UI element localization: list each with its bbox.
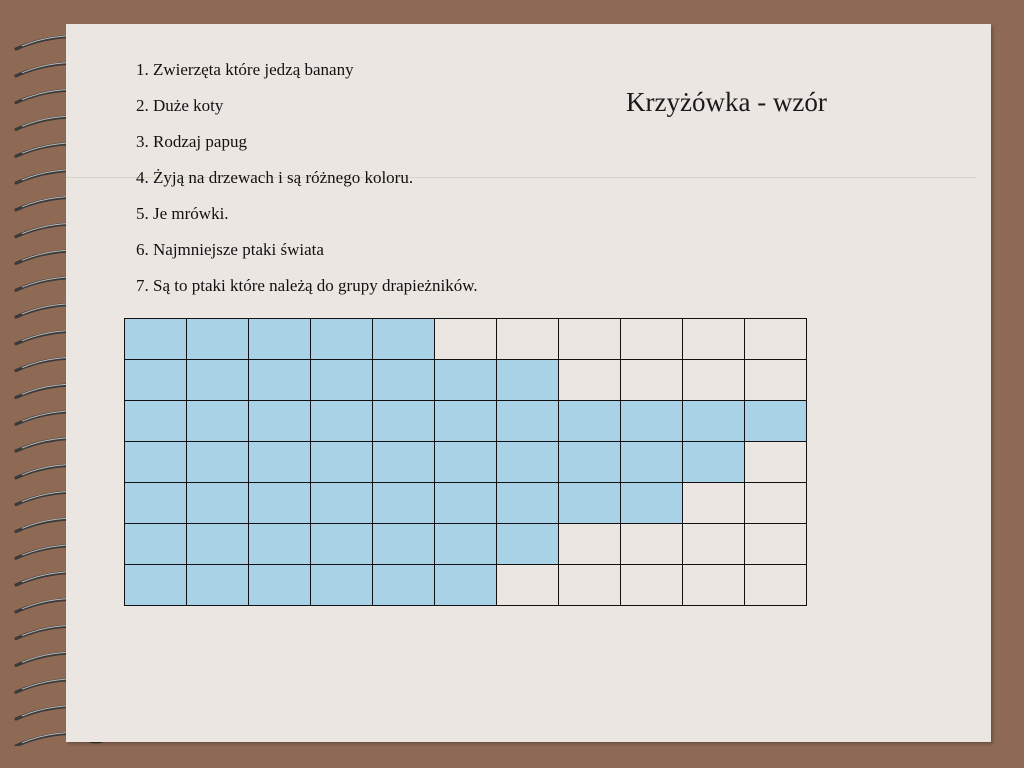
crossword-cell-empty	[435, 319, 497, 360]
crossword-cell-answer	[497, 442, 559, 483]
crossword-cell-empty	[497, 565, 559, 606]
crossword-cell-answer	[311, 442, 373, 483]
crossword-cell-answer	[125, 565, 187, 606]
crossword-cell-empty	[683, 319, 745, 360]
crossword-cell-answer	[125, 319, 187, 360]
crossword-cell-answer	[249, 442, 311, 483]
crossword-row-3	[125, 401, 807, 442]
crossword-cell-answer	[559, 442, 621, 483]
crossword-cell-empty	[559, 565, 621, 606]
crossword-cell-empty	[621, 524, 683, 565]
clue-3: 3. Rodzaj papug	[136, 132, 247, 151]
crossword-cell-answer	[249, 565, 311, 606]
crossword-cell-answer	[125, 360, 187, 401]
crossword-cell-answer	[435, 442, 497, 483]
crossword-cell-answer	[249, 401, 311, 442]
crossword-cell-answer	[373, 442, 435, 483]
crossword-cell-answer	[125, 401, 187, 442]
crossword-cell-answer	[373, 401, 435, 442]
crossword-cell-empty	[559, 319, 621, 360]
crossword-cell-answer	[435, 360, 497, 401]
crossword-cell-answer	[187, 565, 249, 606]
crossword-cell-answer	[249, 483, 311, 524]
clue-2: 2. Duże koty	[136, 96, 224, 115]
crossword-row-7	[125, 565, 807, 606]
crossword-cell-answer	[497, 483, 559, 524]
crossword-cell-empty	[683, 524, 745, 565]
crossword-cell-answer	[187, 319, 249, 360]
crossword-cell-answer	[683, 401, 745, 442]
crossword-cell-answer	[187, 442, 249, 483]
crossword-cell-answer	[745, 401, 807, 442]
page-title: Krzyżówka - wzór	[626, 87, 827, 117]
crossword-row-5	[125, 483, 807, 524]
crossword-cell-answer	[311, 565, 373, 606]
crossword-cell-answer	[187, 401, 249, 442]
crossword-cell-empty	[745, 565, 807, 606]
crossword-cell-answer	[559, 401, 621, 442]
crossword-cell-answer	[435, 483, 497, 524]
crossword-cell-answer	[373, 319, 435, 360]
notebook-page	[66, 24, 991, 742]
clue-1: 1. Zwierzęta które jedzą banany	[136, 60, 354, 79]
crossword-cell-empty	[621, 565, 683, 606]
crossword-cell-empty	[497, 319, 559, 360]
clue-6: 6. Najmniejsze ptaki świata	[136, 240, 324, 259]
clue-4: 4. Żyją na drzewach i są różnego koloru.	[136, 168, 414, 187]
crossword-cell-empty	[621, 319, 683, 360]
crossword-cell-answer	[373, 565, 435, 606]
crossword-cell-answer	[125, 483, 187, 524]
crossword-cell-answer	[559, 483, 621, 524]
crossword-row-2	[125, 360, 807, 401]
crossword-cell-empty	[745, 524, 807, 565]
crossword-cell-empty	[745, 483, 807, 524]
crossword-cell-answer	[497, 360, 559, 401]
crossword-cell-answer	[311, 319, 373, 360]
clue-list	[136, 60, 478, 312]
crossword-cell-empty	[745, 360, 807, 401]
crossword-cell-empty	[745, 442, 807, 483]
crossword-cell-answer	[187, 360, 249, 401]
crossword-cell-answer	[621, 442, 683, 483]
crossword-cell-answer	[435, 401, 497, 442]
crossword-row-4	[125, 442, 807, 483]
crossword-cell-answer	[187, 483, 249, 524]
crossword-cell-answer	[373, 524, 435, 565]
crossword-cell-empty	[559, 524, 621, 565]
crossword-cell-answer	[311, 524, 373, 565]
crossword-cell-answer	[435, 565, 497, 606]
crossword-cell-empty	[621, 360, 683, 401]
crossword-cell-answer	[497, 401, 559, 442]
crossword-cell-empty	[745, 319, 807, 360]
crossword-cell-answer	[311, 483, 373, 524]
crossword-cell-answer	[249, 319, 311, 360]
crossword-cell-empty	[683, 483, 745, 524]
crossword-cell-answer	[621, 483, 683, 524]
crossword-cell-empty	[559, 360, 621, 401]
crossword-cell-empty	[683, 565, 745, 606]
clue-7: 7. Są to ptaki które należą do grupy drapieżników.	[136, 276, 478, 295]
crossword-cell-answer	[311, 360, 373, 401]
crossword-cell-answer	[187, 524, 249, 565]
crossword-cell-answer	[435, 524, 497, 565]
crossword-cell-answer	[373, 360, 435, 401]
crossword-cell-answer	[125, 442, 187, 483]
crossword-row-1	[125, 319, 807, 360]
crossword-cell-answer	[621, 401, 683, 442]
crossword-cell-answer	[249, 360, 311, 401]
crossword-cell-answer	[125, 524, 187, 565]
crossword-grid	[124, 318, 807, 606]
crossword-cell-answer	[249, 524, 311, 565]
clue-5: 5. Je mrówki.	[136, 204, 229, 223]
crossword-row-6	[125, 524, 807, 565]
crossword-cell-answer	[683, 442, 745, 483]
crossword-cell-answer	[497, 524, 559, 565]
crossword-cell-answer	[373, 483, 435, 524]
crossword-cell-empty	[683, 360, 745, 401]
crossword-cell-answer	[311, 401, 373, 442]
